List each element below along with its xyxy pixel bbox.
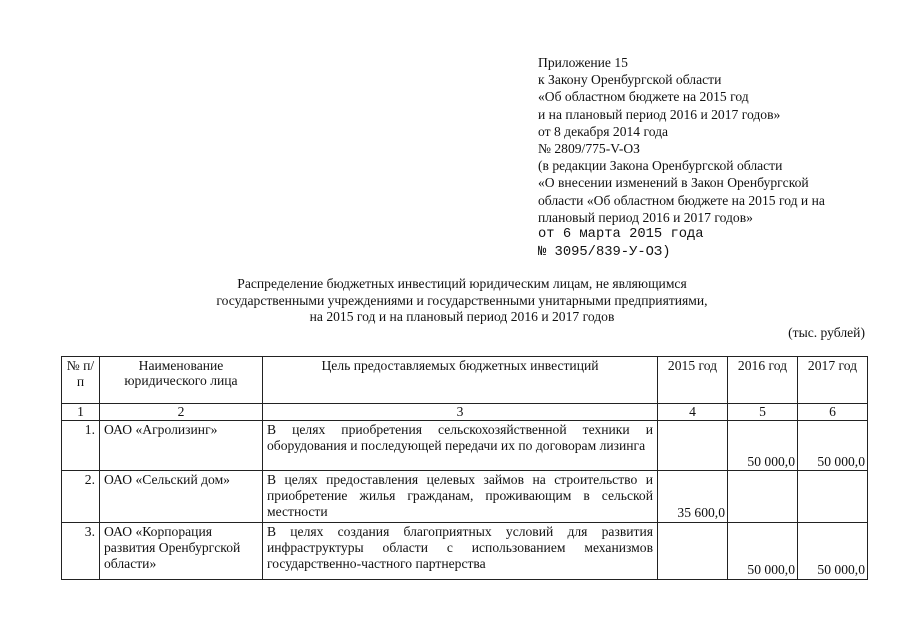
header-line: «О внесении изменений в Закон Оренбургской [538,175,809,191]
header-line: Приложение 15 [538,55,628,70]
table-row [62,522,868,579]
column-number: 3 [263,404,658,421]
value-2017 [798,471,868,523]
header-line: (в редакции Закона Оренбургской области [538,158,783,174]
header-no: № п/п [62,357,100,404]
row-number: 2. [62,471,100,523]
header-name: Наименование юридического лица [100,357,263,404]
value-2017: 50 000,0 [798,421,868,471]
table-header-row [62,357,868,404]
header-goal: Цель предоставляемых бюджетных инвестиций [263,357,658,404]
value-2016 [728,471,798,523]
investment-goal: В целях предоставления целевых займов на строительство и приобретение жилья гражданам, проживающим в сельской местности [263,471,658,523]
column-number: 2 [100,404,263,421]
entity-name: ОАО «Корпорация развития Оренбургской области» [100,522,263,579]
row-number: 3. [62,522,100,579]
table-row [62,471,868,523]
header-line: плановый период 2016 и 2017 годов» [538,209,753,225]
column-numbers-row [62,404,868,421]
investment-goal: В целях приобретения сельскохозяйственной техники и оборудования и последующей передачи их по договорам лизинга [263,421,658,471]
entity-name: ОАО «Сельский дом» [100,471,263,523]
header-2016: 2016 год [728,357,798,404]
title-line: на 2015 год и на плановый период 2016 и 2017 годов [309,309,615,325]
column-number: 4 [658,404,728,421]
column-number: 1 [62,404,100,421]
stamp-date: от 6 марта 2015 года [538,227,704,243]
investments-table [61,356,868,580]
row-number: 1. [62,421,100,471]
units-label: (тыс. рублей) [788,325,865,340]
header-line: и на плановый период 2016 и 2017 годов» [538,106,781,122]
column-number: 6 [798,404,868,421]
header-line: к Закону Оренбургской области [538,72,722,88]
header-2015: 2015 год [658,357,728,404]
value-2016: 50 000,0 [728,421,798,471]
investment-goal: В целях создания благоприятных условий для развития инфраструктуры области с использованием механизмов государственно-частного партнерства [263,522,658,579]
title-line: государственными учреждениями и государственными унитарными предприятиями, [216,292,708,308]
header-line: от 8 декабря 2014 года [538,123,669,139]
appendix-header [538,54,898,261]
table-row [62,421,868,471]
value-2016: 50 000,0 [728,522,798,579]
entity-name: ОАО «Агролизинг» [100,421,263,471]
value-2017: 50 000,0 [798,522,868,579]
header-line: «Об областном бюджете на 2015 год [538,89,749,105]
header-line: № 2809/775-V-ОЗ [538,141,640,157]
header-line: области «Об областном бюджете на 2015 год и на [538,192,825,208]
stamp-number: № 3095/839-У-ОЗ) [538,244,671,260]
document-title [150,276,774,326]
column-number: 5 [728,404,798,421]
value-2015 [658,421,728,471]
header-2017: 2017 год [798,357,868,404]
value-2015: 35 600,0 [658,471,728,523]
value-2015 [658,522,728,579]
title-line: Распределение бюджетных инвестиций юридическим лицам, не являющимся [237,276,687,291]
